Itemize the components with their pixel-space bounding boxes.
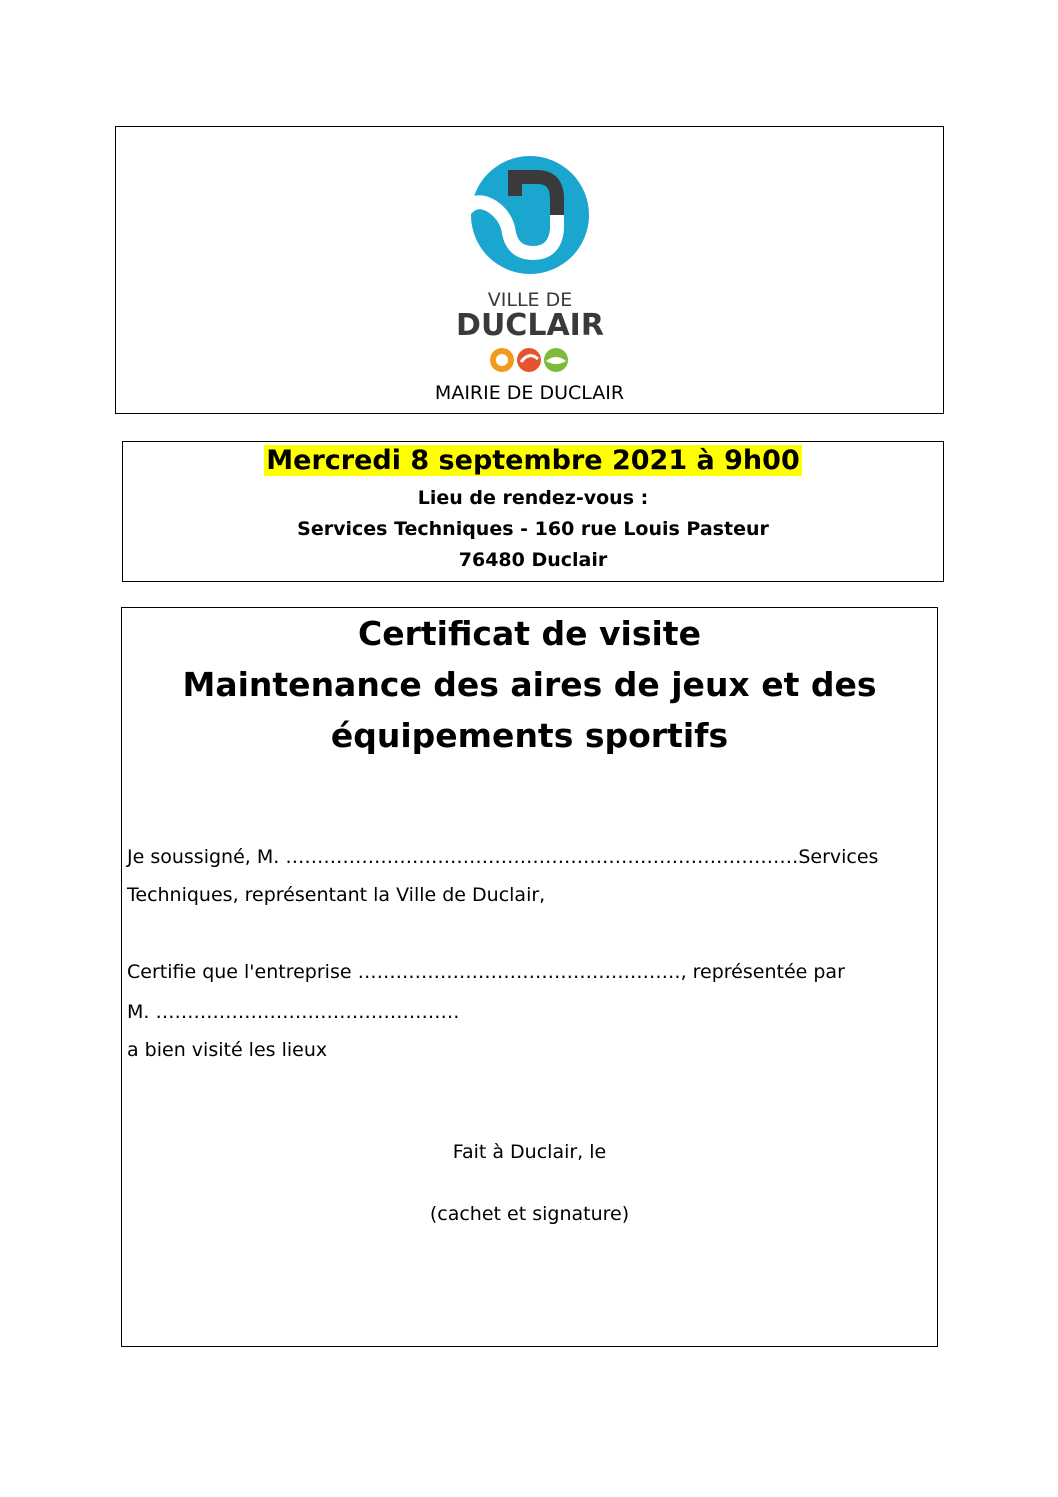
rendezvous-date-text: Mercredi 8 septembre 2021 à 9h00 bbox=[266, 445, 800, 476]
rendezvous-address-line1: Services Techniques - 160 rue Louis Pasteur bbox=[297, 518, 769, 540]
mairie-label: MAIRIE DE DUCLAIR bbox=[434, 382, 625, 404]
certificate-title-line1: Certificat de visite bbox=[358, 614, 701, 653]
rendezvous-box bbox=[122, 441, 944, 582]
fait-a-line: Fait à Duclair, le bbox=[452, 1141, 607, 1163]
paragraph1-line2: Techniques, représentant la Ville de Duclair, bbox=[127, 884, 546, 906]
certificate-title-line3: équipements sportifs bbox=[330, 716, 729, 755]
certificate-box bbox=[121, 607, 938, 1347]
paragraph1-line1: Je soussigné, M. ………………………………………………………………………Services bbox=[127, 846, 879, 868]
header-box bbox=[115, 126, 944, 414]
certificate-title-line2: Maintenance des aires de jeux et des bbox=[182, 665, 877, 704]
rendezvous-address-line2: 76480 Duclair bbox=[458, 549, 608, 571]
rendezvous-date bbox=[123, 445, 943, 476]
paragraph2-line1: Certifie que l'entreprise ……………………………………………, représentée par bbox=[127, 961, 845, 983]
paragraph2-line3: a bien visité les lieux bbox=[127, 1039, 328, 1061]
signature-line: (cachet et signature) bbox=[429, 1203, 630, 1225]
paragraph2-line2: M. ………………………………………… bbox=[127, 1001, 460, 1023]
rendezvous-lieu-label: Lieu de rendez-vous : bbox=[417, 487, 649, 509]
logo-line2: DUCLAIR bbox=[456, 308, 604, 343]
ville-de-duclair-logo bbox=[445, 155, 615, 377]
logo-line1: VILLE DE bbox=[487, 289, 573, 311]
